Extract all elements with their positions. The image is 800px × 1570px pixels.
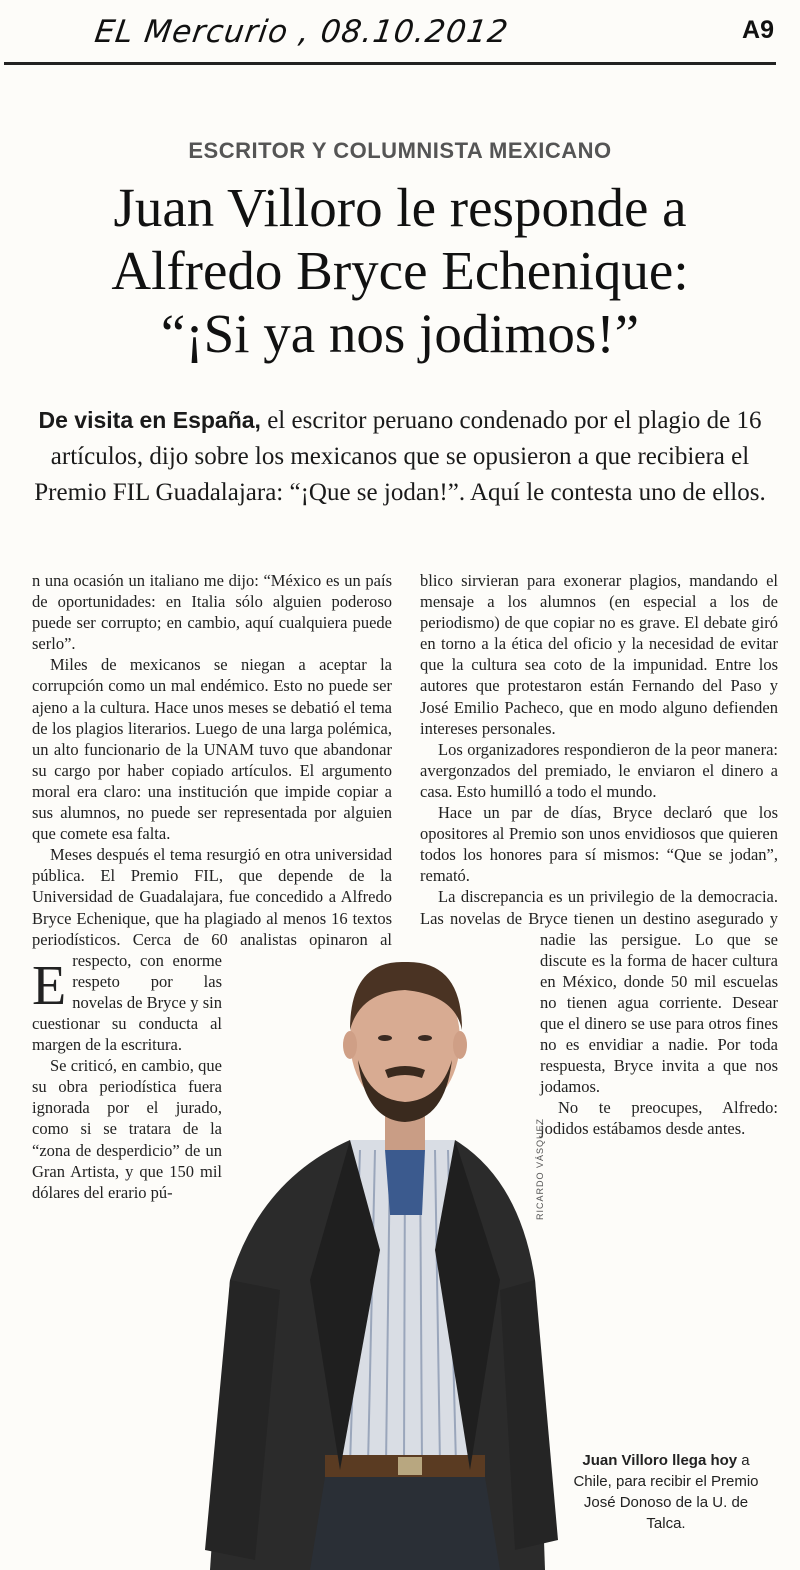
- dropcap: E: [32, 955, 67, 1017]
- headline-line: Alfredo Bryce Echenique:: [111, 240, 689, 301]
- paragraph: Se criticó, en cambio, que su obra periodística fuera ignorada por el jurado, como si se tratara de la “zona de desperdicio” de un Gran Artista, y que 150 mil dólares del erario pú-: [32, 1056, 222, 1202]
- photo-caption: [566, 1450, 766, 1534]
- handwritten-note: EL Mercurio , 08.10.2012: [92, 14, 511, 50]
- headline: [20, 176, 780, 365]
- dek-lead: De visita en España,: [38, 407, 261, 433]
- paragraph: Meses después el tema resurgió en otra universidad pública. El Premio FIL, que depende de la Universidad de Guadalajara, fue concedido a Alfredo Bryce Echenique, que ha plagiado al menos 16 textos periodísticos. Cerca de 60 analistas opinaron al respecto, con enorme respeto por las novelas de Bryce y sin cuestionar su conducta al margen de la escritura.: [32, 845, 392, 1055]
- headline-line: Juan Villoro le responde a: [113, 177, 687, 238]
- paragraph: Los organizadores respondieron de la peor manera: avergonzados del premiado, le enviaron el dinero a casa. Esto humilló a todo el mundo.: [420, 739, 778, 801]
- paragraph: La discrepancia es un privilegio de la democracia. Las novelas de Bryce tienen un destino asegurado y nadie las persigue. Lo que se discute es la forma de hacer cultura en México, donde 50 mil escuelas no tienen agua corriente. Desear que el dinero se use para otros fines no es envidiar a nadie. Por toda respuesta, Bryce invita a que nos jodamos.: [420, 887, 778, 1097]
- author-photo: [200, 950, 560, 1570]
- dek: [30, 402, 770, 511]
- dek-text: el escritor peruano condenado por el plagio de 16 artículos, dijo sobre los mexicanos que se opusieron a que recibiera el Premio FIL Guadalajara: “¡Que se jodan!”. Aquí le contesta uno de ellos.: [34, 407, 766, 506]
- caption-text: a Chile, para recibir el Premio José Donoso de la U. de Talca.: [573, 1452, 759, 1532]
- paragraph: No te preocupes, Alfredo: jodidos estábamos desde antes.: [540, 1098, 778, 1139]
- caption-lead: Juan Villoro llega hoy: [582, 1452, 738, 1469]
- photo-credit: RICARDO VÁSQUEZ: [535, 1117, 545, 1220]
- kicker: ESCRITOR Y COLUMNISTA MEXICANO: [188, 138, 612, 163]
- paragraph: Miles de mexicanos se niegan a aceptar la corrupción como un mal endémico. Esto no puede ser ajeno a la cultura. Hace unos meses se debatió el tema de los plagios literarios. Luego de una larga polémica, un alto funcionario de la UNAM tuvo que abandonar su cargo por haber copiado artículos. El argumento moral era claro: una institución que impide copiar a sus alumnos, no puede ser representada por alguien que comete esa falta.: [32, 655, 392, 844]
- header-rule: [4, 62, 776, 65]
- headline-line: “¡Si ya nos jodimos!”: [160, 303, 640, 364]
- paragraph-text: n una ocasión un italiano me dijo: “México es un país de oportunidades: en Italia sólo alguien poderoso puede ser corrupto; en cambio, aquí cualquiera puede serlo”.: [32, 571, 392, 654]
- page-number: A9: [742, 16, 774, 44]
- paragraph: blico sirvieran para exonerar plagios, mandando el mensaje a los alumnos (en especial a los de periodismo) de que copiar no es grave. El debate giró en torno a la ética del oficio y la necesidad de evitar que la cultura sea coto de la impunidad. Entre los autores que protestaron están Fernando del Paso y José Emilio Pacheco, que en modo alguno defienden intereses personales.: [420, 571, 778, 738]
- paragraph: Hace un par de días, Bryce declaró que los opositores al Premio son unos envidiosos que quieren todos los honores para sí mismos: “Que se jodan”, remató.: [420, 803, 778, 886]
